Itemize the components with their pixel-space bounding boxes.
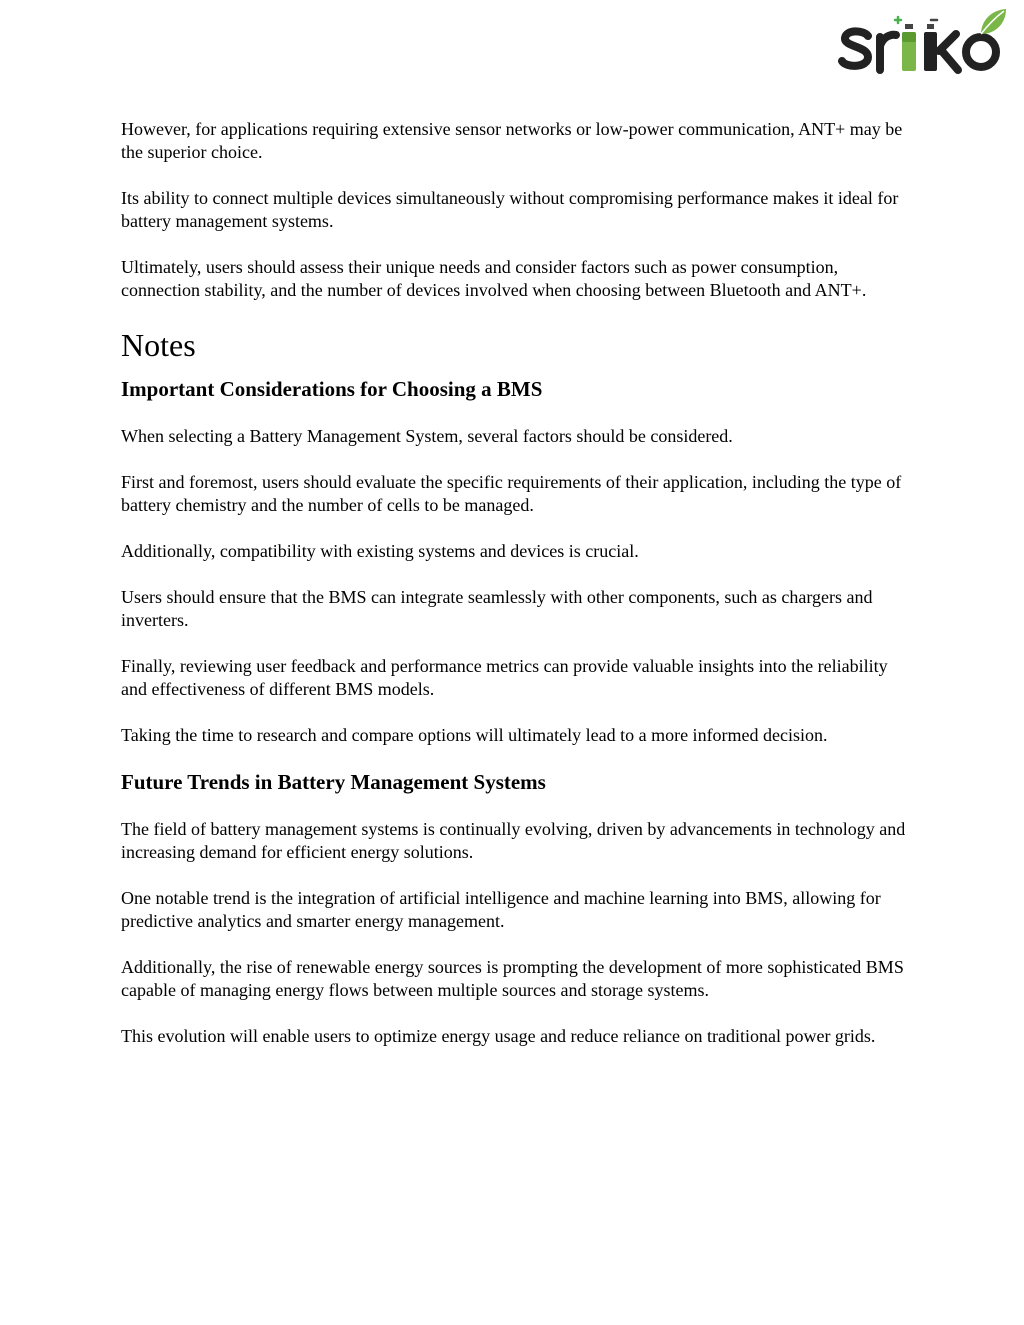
document-body <box>121 118 911 1071</box>
section-paragraph: This evolution will enable users to optimize energy usage and reduce reliance on traditional power grids. <box>121 1026 876 1046</box>
section-paragraph: The field of battery management systems is continually evolving, driven by advancements in technology and increasing demand for efficient energy solutions. <box>121 819 906 862</box>
section-paragraph: Taking the time to research and compare options will ultimately lead to a more informed decision. <box>121 725 828 745</box>
section-paragraph: Additionally, the rise of renewable energy sources is prompting the development of more sophisticated BMS capable of managing energy flows between multiple sources and storage systems. <box>121 957 904 1000</box>
intro-paragraph: However, for applications requiring extensive sensor networks or low-power communication, ANT+ may be the superior choice. <box>121 119 903 162</box>
sriko-logo <box>838 6 1008 76</box>
intro-paragraph: Its ability to connect multiple devices simultaneously without compromising performance makes it ideal for battery management systems. <box>121 188 899 231</box>
section-paragraph: One notable trend is the integration of artificial intelligence and machine learning into BMS, allowing for predictive analytics and smarter energy management. <box>121 888 881 931</box>
section-paragraph: Finally, reviewing user feedback and performance metrics can provide valuable insights into the reliability and effectiveness of different BMS models. <box>121 656 888 699</box>
section-paragraph: Additionally, compatibility with existing systems and devices is crucial. <box>121 541 639 561</box>
section-heading: Future Trends in Battery Management Systems <box>121 770 546 794</box>
section-paragraph: First and foremost, users should evaluate the specific requirements of their application, including the type of battery chemistry and the number of cells to be managed. <box>121 472 902 515</box>
section-heading: Important Considerations for Choosing a BMS <box>121 377 543 401</box>
intro-paragraph: Ultimately, users should assess their unique needs and consider factors such as power consumption, connection stability, and the number of devices involved when choosing between Bluetooth and ANT+. <box>121 257 867 300</box>
section-paragraph: Users should ensure that the BMS can integrate seamlessly with other components, such as chargers and inverters. <box>121 587 873 630</box>
notes-title: Notes <box>121 327 196 363</box>
section-paragraph: When selecting a Battery Management System, several factors should be considered. <box>121 426 733 446</box>
